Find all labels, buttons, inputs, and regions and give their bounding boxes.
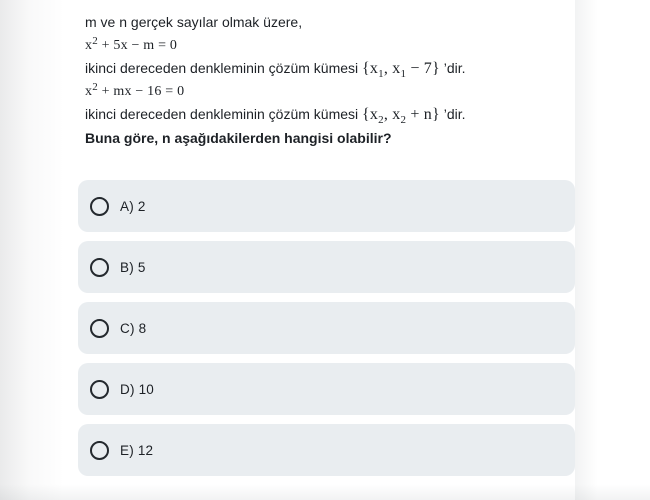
solution-set-1-prefix: ikinci dereceden denkleminin çözüm kümesi bbox=[85, 60, 363, 76]
radio-icon[interactable] bbox=[90, 441, 109, 460]
solution-set-2-suffix: ’dir. bbox=[439, 106, 466, 122]
option-label: D) 10 bbox=[120, 381, 155, 397]
solution-set-1-suffix: ’dir. bbox=[439, 60, 466, 76]
solution-set-1-math: {$x_1$, $x_1 - 7$} bbox=[362, 60, 440, 80]
radio-icon[interactable] bbox=[90, 380, 109, 399]
solution-set-2-math: {$x_2$, $x_2 + n$} bbox=[362, 106, 440, 126]
right-edge-shadow bbox=[575, 0, 605, 500]
question-intro: m ve n gerçek sayılar olmak üzere, bbox=[85, 14, 303, 30]
option-card-b[interactable] bbox=[78, 241, 575, 293]
solution-set-2-prefix: ikinci dereceden denkleminin çözüm kümesi bbox=[85, 106, 363, 122]
question-text bbox=[78, 0, 575, 150]
option-label: A) 2 bbox=[120, 198, 146, 214]
option-card-d[interactable] bbox=[78, 363, 575, 415]
bottom-edge-shadow bbox=[0, 484, 650, 500]
solution-set-line-1 bbox=[85, 57, 575, 80]
equation-2-exponent: 2 bbox=[92, 81, 98, 93]
equation-1 bbox=[85, 34, 575, 57]
radio-icon[interactable] bbox=[90, 258, 109, 277]
equation-2-rest: + mx − 16 = 0 bbox=[97, 84, 185, 99]
solution-set-line-2 bbox=[85, 103, 575, 126]
options-list bbox=[78, 180, 575, 476]
equation-1-variable: x bbox=[85, 38, 93, 53]
option-card-e[interactable] bbox=[78, 424, 575, 476]
option-label: E) 12 bbox=[120, 442, 154, 458]
option-label: B) 5 bbox=[120, 259, 146, 275]
equation-2-variable: x bbox=[85, 84, 93, 99]
equation-1-rest: + 5x − m = 0 bbox=[97, 38, 178, 53]
option-card-c[interactable] bbox=[78, 302, 575, 354]
radio-icon[interactable] bbox=[90, 319, 109, 338]
option-card-a[interactable] bbox=[78, 180, 575, 232]
equation-1-exponent: 2 bbox=[92, 35, 98, 47]
left-edge-shadow bbox=[0, 0, 64, 500]
radio-icon[interactable] bbox=[90, 197, 109, 216]
equation-2 bbox=[85, 80, 575, 103]
option-label: C) 8 bbox=[120, 320, 147, 336]
question-panel bbox=[78, 0, 575, 485]
question-prompt: Buna göre, n aşağıdakilerden hangisi olabilir? bbox=[85, 130, 392, 146]
